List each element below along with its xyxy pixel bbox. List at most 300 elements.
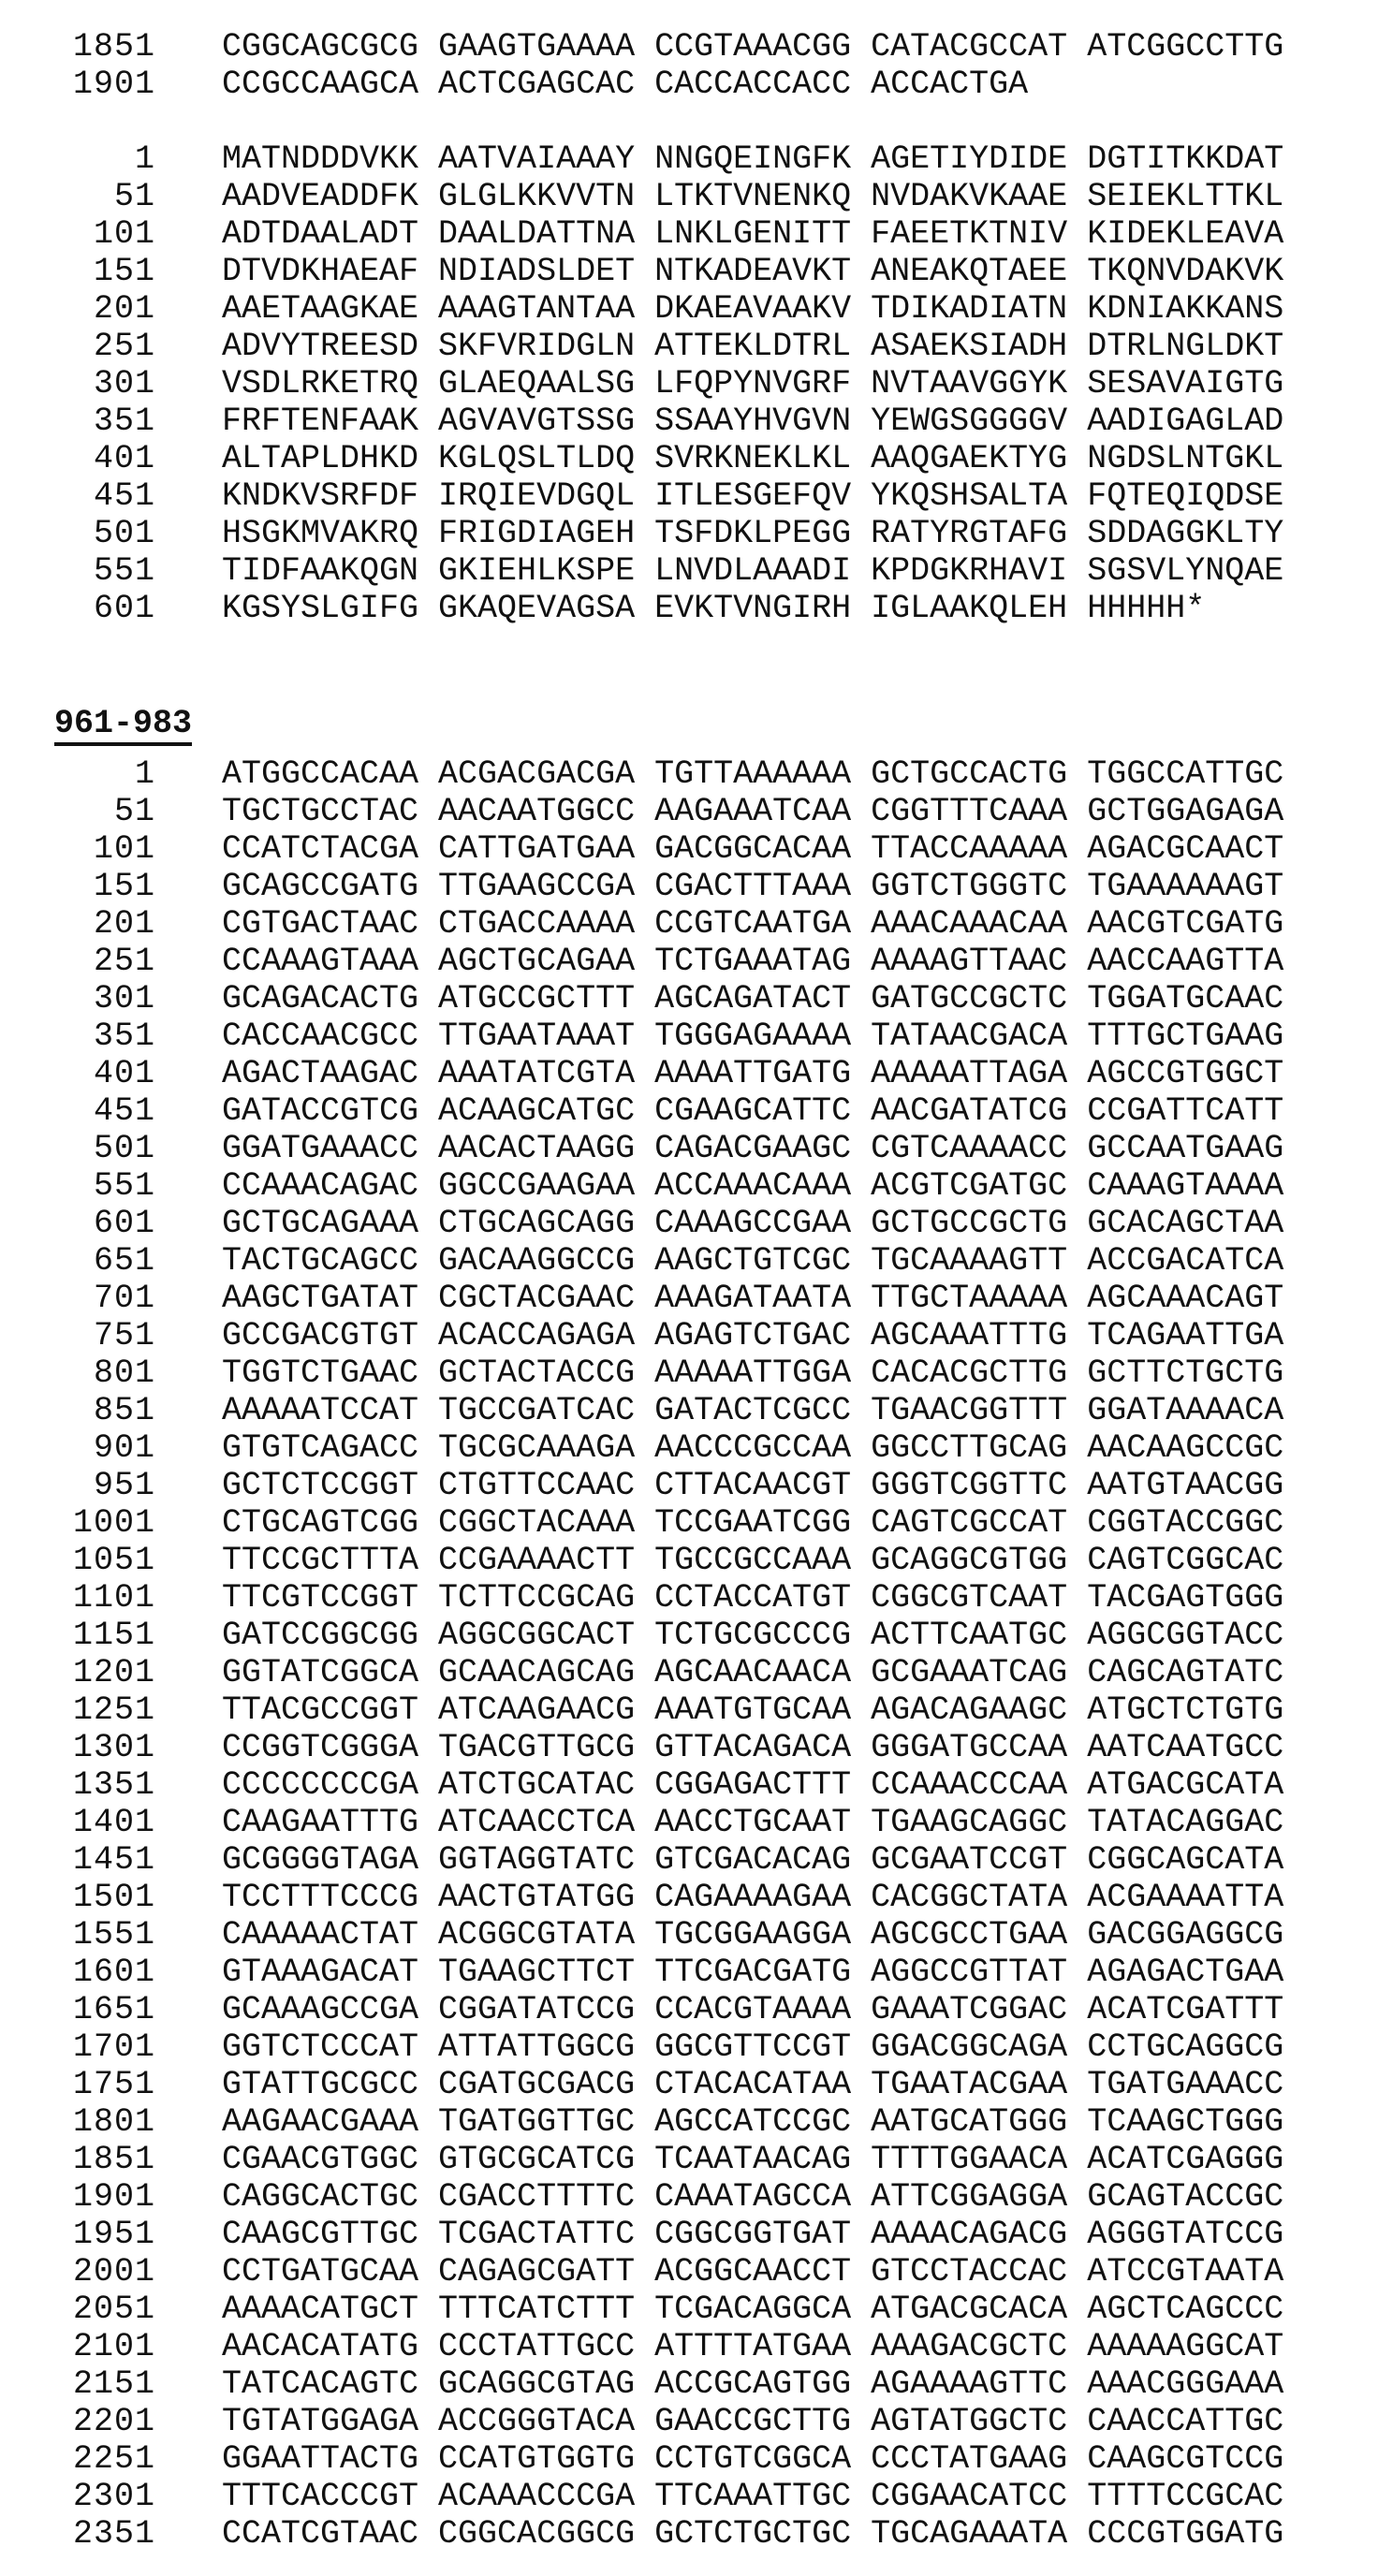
sequence-group: LFQPYNVGRF [654,365,852,402]
sequence-group: TGAACGGTTT [871,1392,1068,1429]
sequence-group: CGGCGGTGAT [654,2216,852,2253]
sequence-group: GCAACAGCAG [438,1654,636,1691]
sequence-row [0,1467,1393,1504]
sequence-group: YEWGSGGGGV [871,402,1068,440]
position-number: 1501 [72,1879,155,1916]
sequence-group: AACTGTATGG [438,1879,636,1916]
sequence-row [0,1092,1393,1130]
sequence-group: TCTGAAATAG [654,943,852,980]
sequence-group: GATGCCGCTC [871,980,1068,1017]
sequence-row [0,830,1393,868]
sequence-text [222,2103,1283,2141]
sequence-group: TCCGAATCGG [654,1504,852,1542]
sequence-group: TATACAGGAC [1087,1804,1284,1841]
sequence-group: TGAATACGAA [871,2066,1068,2103]
sequence-row [0,1729,1393,1766]
position-number: 1651 [72,1991,155,2028]
sequence-text [222,868,1283,905]
sequence-text [222,328,1283,365]
sequence-group: GAAGTGAAAA [438,28,636,66]
sequence-text [222,1916,1283,1954]
sequence-group: GKIEHLKSPE [438,552,636,590]
sequence-row [0,1242,1393,1280]
position-number: 1951 [72,2216,155,2253]
sequence-group: TCGACAGGCA [654,2291,852,2328]
sequence-text [222,1167,1283,1205]
position-number: 151 [93,253,155,290]
sequence-group: KIDEKLEAVA [1087,215,1284,253]
sequence-group: CCAAAGTAAA [222,943,419,980]
sequence-group: GCAGACACTG [222,980,419,1017]
sequence-row [0,2216,1393,2253]
sequence-row [0,515,1393,552]
sequence-text [222,515,1283,552]
sequence-group: CTGACCAAAA [438,905,636,943]
sequence-group: ACGTCGATGC [871,1167,1068,1205]
sequence-group: CCGATTCATT [1087,1092,1284,1130]
sequence-row [0,1354,1393,1392]
sequence-group: GCTACTACCG [438,1354,636,1392]
position-number: 101 [93,215,155,253]
sequence-group: TGCAGAAATA [871,2515,1068,2553]
sequence-group: GGCCGAAGAA [438,1167,636,1205]
sequence-text [222,905,1283,943]
sequence-group: ATGACGCATA [1087,1766,1284,1804]
sequence-group: TGCGGAAGGA [654,1916,852,1954]
sequence-group: ATGACGCACA [871,2291,1068,2328]
sequence-text [222,1691,1283,1729]
sequence-group: TGGGAGAAAA [654,1017,852,1055]
position-number: 351 [93,1017,155,1055]
sequence-group: CCCCCCCCGA [222,1766,419,1804]
sequence-group: AGTATGGCTC [871,2403,1068,2440]
sequence-text [222,1242,1283,1280]
sequence-group: TTTGCTGAAG [1087,1017,1284,1055]
sequence-row [0,2103,1393,2141]
sequence-group: ATTCGGAGGA [871,2178,1068,2216]
sequence-group: CCATCGTAAC [222,2515,419,2553]
position-number: 101 [93,830,155,868]
sequence-text [222,2291,1283,2328]
position-number: 2051 [72,2291,155,2328]
sequence-group: CACGGCTATA [871,1879,1068,1916]
position-number: 1701 [72,2028,155,2066]
sequence-group: CGGATATCCG [438,1991,636,2028]
sequence-text [222,2365,1283,2403]
sequence-group: AAETAAGKAE [222,290,419,328]
sequence-group: CAAGAATTTG [222,1804,419,1841]
sequence-group: GGTCTCCCAT [222,2028,419,2066]
sequence-group: GTAAAGACAT [222,1954,419,1991]
sequence-group: AAAAAGGCAT [1087,2328,1284,2365]
sequence-group: SGSVLYNQAE [1087,552,1284,590]
position-number: 551 [93,1167,155,1205]
position-number: 451 [93,477,155,515]
sequence-group: GGTCTGGGTC [871,868,1068,905]
sequence-row [0,2253,1393,2291]
sequence-group: GCTGGAGAGA [1087,793,1284,830]
sequence-group: AGGCGGCACT [438,1617,636,1654]
sequence-group: AADVEADDFK [222,178,419,215]
sequence-group: TGTATGGAGA [222,2403,419,2440]
sequence-group: CATTGATGAA [438,830,636,868]
sequence-group: GGCGTTCCGT [654,2028,852,2066]
sequence-row [0,440,1393,477]
position-number: 201 [93,290,155,328]
sequence-group: CAAAAACTAT [222,1916,419,1954]
sequence-text [222,1280,1283,1317]
position-number: 1201 [72,1654,155,1691]
position-number: 51 [113,178,155,215]
sequence-group: CAAGCGTCCG [1087,2440,1284,2478]
sequence-group: AGAGTCTGAC [654,1317,852,1354]
sequence-group: GAACCGCTTG [654,2403,852,2440]
sequence-group: GATACTCGCC [654,1392,852,1429]
position-number: 1001 [72,1504,155,1542]
sequence-group: GCTGCAGAAA [222,1205,419,1242]
sequence-group: CCGCCAAGCA [222,66,419,103]
sequence-row [0,1429,1393,1467]
sequence-group: AAGAACGAAA [222,2103,419,2141]
sequence-group: CCTGTCGGCA [654,2440,852,2478]
sequence-group: AAACGGGAAA [1087,2365,1284,2403]
position-number: 1451 [72,1841,155,1879]
sequence-group: TIDFAAKQGN [222,552,419,590]
sequence-group: AAAAATCCAT [222,1392,419,1429]
sequence-group: AGCCATCCGC [654,2103,852,2141]
sequence-row [0,1167,1393,1205]
sequence-group: GCTGCCGCTG [871,1205,1068,1242]
position-number: 451 [93,1092,155,1130]
sequence-group: AAAACATGCT [222,2291,419,2328]
position-number: 1601 [72,1954,155,1991]
position-number: 801 [93,1354,155,1392]
sequence-group: TGCAAAAGTT [871,1242,1068,1280]
sequence-group: TGATGGTTGC [438,2103,636,2141]
sequence-row [0,140,1393,178]
sequence-group: CTGTTCCAAC [438,1467,636,1504]
position-number: 51 [113,793,155,830]
sequence-group: CAGGCACTGC [222,2178,419,2216]
sequence-group: CGGCAGCGCG [222,28,419,66]
sequence-row [0,2403,1393,2440]
sequence-group: CCTGATGCAA [222,2253,419,2291]
position-number: 201 [93,905,155,943]
sequence-text [222,1205,1283,1242]
sequence-group: TTTTGGAACA [871,2141,1068,2178]
sequence-group: AACGATATCG [871,1092,1068,1130]
sequence-group: CGGAACATCC [871,2478,1068,2515]
sequence-group: CAAATAGCCA [654,2178,852,2216]
sequence-group: TTGAAGCCGA [438,868,636,905]
sequence-group: LNVDLAAADI [654,552,852,590]
sequence-group: GLAEQAALSG [438,365,636,402]
sequence-text [222,2178,1283,2216]
sequence-row [0,215,1393,253]
sequence-group: GGTAGGTATC [438,1841,636,1879]
sequence-group: GCGAATCCGT [871,1841,1068,1879]
sequence-group: ACCGACATCA [1087,1242,1284,1280]
sequence-row [0,2141,1393,2178]
sequence-group: AGAAAAGTTC [871,2365,1068,2403]
position-number: 601 [93,590,155,627]
sequence-group: GCAGGCGTGG [871,1542,1068,1579]
sequence-group: SEIEKLTTKL [1087,178,1284,215]
sequence-group: AAGCTGATAT [222,1280,419,1317]
sequence-group: GACGGAGGCG [1087,1916,1284,1954]
sequence-row [0,1916,1393,1954]
sequence-group: TACTGCAGCC [222,1242,419,1280]
sequence-group: CCAAACAGAC [222,1167,419,1205]
sequence-group: AGCAAATTTG [871,1317,1068,1354]
sequence-text [222,590,1205,627]
sequence-group: CCAAACCCAA [871,1766,1068,1804]
sequence-group: ACGGCGTATA [438,1916,636,1954]
sequence-text [222,1954,1283,1991]
sequence-group: CCACGTAAAA [654,1991,852,2028]
position-number: 851 [93,1392,155,1429]
sequence-group: AGGCCGTTAT [871,1954,1068,1991]
sequence-group: AGCAAACAGT [1087,1280,1284,1317]
sequence-group: CACCAACGCC [222,1017,419,1055]
sequence-row [0,905,1393,943]
position-number: 2101 [72,2328,155,2365]
sequence-group: TGGCCATTGC [1087,755,1284,793]
sequence-group: CAAAGCCGAA [654,1205,852,1242]
sequence-group: ADTDAALADT [222,215,419,253]
position-number: 651 [93,1242,155,1280]
sequence-group: AAGCTGTCGC [654,1242,852,1280]
position-number: 751 [93,1317,155,1354]
sequence-group: DTRLNGLDKT [1087,328,1284,365]
sequence-group: CCCGTGGATG [1087,2515,1284,2553]
sequence-row [0,1017,1393,1055]
sequence-text [222,1579,1283,1617]
sequence-group: AACAATGGCC [438,793,636,830]
sequence-row [0,28,1393,66]
sequence-group: AAATGTGCAA [654,1691,852,1729]
sequence-group: TCAATAACAG [654,2141,852,2178]
sequence-group: AGCTCAGCCC [1087,2291,1284,2328]
sequence-row [0,1317,1393,1354]
sequence-group: ACAAACCCGA [438,2478,636,2515]
sequence-group: GATCCGGCGG [222,1617,419,1654]
sequence-text [222,253,1283,290]
sequence-group: CGTCAAAACC [871,1130,1068,1167]
sequence-row [0,1392,1393,1429]
sequence-group: GGGTCGGTTC [871,1467,1068,1504]
position-number: 1 [134,140,155,178]
sequence-group: GACGGCACAA [654,830,852,868]
position-number: 2351 [72,2515,155,2553]
sequence-row [0,2440,1393,2478]
position-number: 1101 [72,1579,155,1617]
sequence-group: AAAAATTGGA [654,1354,852,1392]
section-header: 961-983 [54,705,192,746]
sequence-group: ANEAKQTAEE [871,253,1068,290]
sequence-group: TGGTCTGAAC [222,1354,419,1392]
sequence-group: TGCTGCCTAC [222,793,419,830]
sequence-group: GGGATGCCAA [871,1729,1068,1766]
sequence-group: AGGCGGTACC [1087,1617,1284,1654]
sequence-text [222,365,1283,402]
sequence-group: CACCACCACC [654,66,852,103]
sequence-group: ATTTTATGAA [654,2328,852,2365]
sequence-text [222,1392,1283,1429]
sequence-group: GACAAGGCCG [438,1242,636,1280]
sequence-group: AGVAVGTSSG [438,402,636,440]
sequence-group: CAGTCGGCAC [1087,1542,1284,1579]
sequence-group: AACACATATG [222,2328,419,2365]
position-number: 1851 [72,28,155,66]
sequence-group: SESAVAIGTG [1087,365,1284,402]
sequence-group: TATAACGACA [871,1017,1068,1055]
position-number: 1251 [72,1691,155,1729]
position-number: 1 [134,755,155,793]
sequence-group: EVKTVNGIRH [654,590,852,627]
sequence-group: CCGAAAACTT [438,1542,636,1579]
sequence-group: AGACAGAAGC [871,1691,1068,1729]
sequence-row [0,328,1393,365]
sequence-group: AATCAATGCC [1087,1729,1284,1766]
sequence-row [0,290,1393,328]
sequence-text [222,1654,1283,1691]
sequence-group: GATACCGTCG [222,1092,419,1130]
sequence-group: CGGTACCGGC [1087,1504,1284,1542]
sequence-group: KDNIAKKANS [1087,290,1284,328]
sequence-group: CGGCGTCAAT [871,1579,1068,1617]
sequence-group: ITLESGEFQV [654,477,852,515]
sequence-row [0,402,1393,440]
sequence-group: AACGTCGATG [1087,905,1284,943]
sequence-group: TCAAGCTGGG [1087,2103,1284,2141]
sequence-group: IGLAAKQLEH [871,590,1068,627]
position-number: 551 [93,552,155,590]
sequence-text [222,2066,1283,2103]
sequence-group: AAATATCGTA [438,1055,636,1092]
sequence-row [0,66,1393,103]
sequence-group: CGACCTTTTC [438,2178,636,2216]
sequence-text [222,2328,1283,2365]
sequence-group: KNDKVSRFDF [222,477,419,515]
sequence-row [0,2291,1393,2328]
position-number: 301 [93,365,155,402]
sequence-text [222,1991,1283,2028]
sequence-group: TGGATGCAAC [1087,980,1284,1017]
sequence-group: CTTACAACGT [654,1467,852,1504]
sequence-group: HSGKMVAKRQ [222,515,419,552]
sequence-group: TGCGCAAAGA [438,1429,636,1467]
position-number: 301 [93,980,155,1017]
sequence-text [222,2216,1283,2253]
sequence-group: TGATGAAACC [1087,2066,1284,2103]
sequence-row [0,477,1393,515]
sequence-group: TGCCGCCAAA [654,1542,852,1579]
sequence-group: TGAAGCTTCT [438,1954,636,1991]
sequence-group: CGGCTACAAA [438,1504,636,1542]
sequence-group: AAAAGTTAAC [871,943,1068,980]
sequence-row [0,1841,1393,1879]
sequence-text [222,440,1283,477]
sequence-group: AGACGCAACT [1087,830,1284,868]
sequence-row [0,2066,1393,2103]
sequence-group: NVTAAVGGYK [871,365,1068,402]
sequence-text [222,2440,1283,2478]
sequence-text [222,178,1283,215]
sequence-group: YKQSHSALTA [871,477,1068,515]
sequence-group: AAAACAGACG [871,2216,1068,2253]
sequence-group: CAGACGAAGC [654,1130,852,1167]
sequence-group: ASAEKSIADH [871,328,1068,365]
sequence-group: GCGAAATCAG [871,1654,1068,1691]
sequence-group: GTGCGCATCG [438,2141,636,2178]
sequence-group: FAEETKTNIV [871,215,1068,253]
sequence-group: AAQGAEKTYG [871,440,1068,477]
sequence-row [0,1542,1393,1579]
sequence-group: CCGGTCGGGA [222,1729,419,1766]
position-number: 2001 [72,2253,155,2291]
sequence-group: ACGAAAATTA [1087,1879,1284,1916]
sequence-group: TTACGCCGGT [222,1691,419,1729]
sequence-row [0,365,1393,402]
sequence-group: GGATAAAACA [1087,1392,1284,1429]
sequence-row [0,1804,1393,1841]
sequence-group: AGCAACAACA [654,1654,852,1691]
position-number: 1801 [72,2103,155,2141]
sequence-group: FQTEQIQDSE [1087,477,1284,515]
sequence-text [222,402,1283,440]
sequence-text [222,1055,1283,1092]
position-number: 2151 [72,2365,155,2403]
sequence-group: LNKLGENITT [654,215,852,253]
sequence-row [0,178,1393,215]
sequence-group: AATGTAACGG [1087,1467,1284,1504]
sequence-group: CCATGTGGTG [438,2440,636,2478]
sequence-group: TDIKADIATN [871,290,1068,328]
sequence-group: ATTEKLDTRL [654,328,852,365]
sequence-group: CAAGCGTTGC [222,2216,419,2253]
sequence-group: CGCTACGAAC [438,1280,636,1317]
sequence-group: GTTACAGACA [654,1729,852,1766]
sequence-row [0,253,1393,290]
sequence-row [0,2365,1393,2403]
sequence-group: CAAAGTAAAA [1087,1167,1284,1205]
sequence-group: ALTAPLDHKD [222,440,419,477]
sequence-group: GCGGGGTAGA [222,1841,419,1879]
sequence-group: CCATCTACGA [222,830,419,868]
sequence-group: AAAGTANTAA [438,290,636,328]
position-number: 1901 [72,66,155,103]
sequence-group: CGAAGCATTC [654,1092,852,1130]
sequence-row [0,1055,1393,1092]
sequence-row [0,1579,1393,1617]
sequence-group: ACAAGCATGC [438,1092,636,1130]
sequence-group: TTTCATCTTT [438,2291,636,2328]
sequence-group: ACTCGAGCAC [438,66,636,103]
sequence-group: TTGAATAAAT [438,1017,636,1055]
sequence-group: TSFDKLPEGG [654,515,852,552]
sequence-group: CCCTATTGCC [438,2328,636,2365]
sequence-group: CGTGACTAAC [222,905,419,943]
sequence-group: TKQNVDAKVK [1087,253,1284,290]
sequence-group: ACGACGACGA [438,755,636,793]
sequence-group: GTGTCAGACC [222,1429,419,1467]
position-number: 1051 [72,1542,155,1579]
sequence-group: TCTGCGCCCG [654,1617,852,1654]
sequence-group: ATCCGTAATA [1087,2253,1284,2291]
sequence-text [222,830,1283,868]
sequence-text [222,980,1283,1017]
